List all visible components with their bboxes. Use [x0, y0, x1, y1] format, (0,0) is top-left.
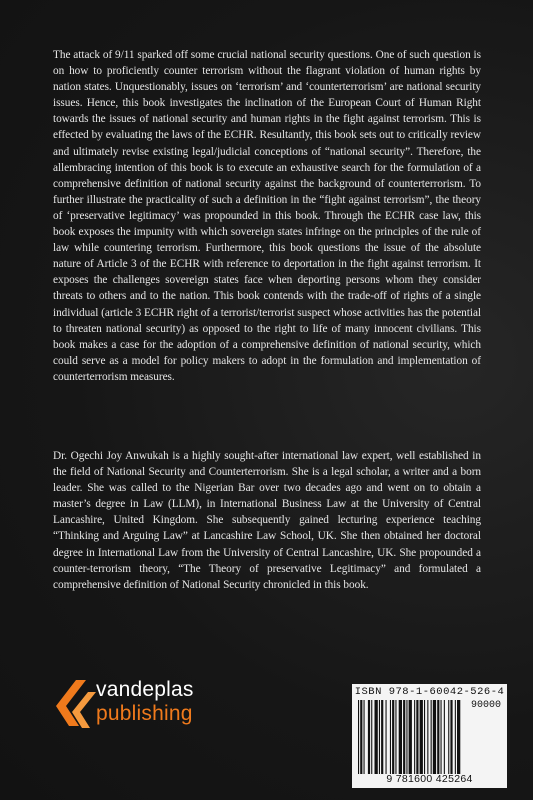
ean-digits: 9 781600 425264: [386, 773, 473, 785]
isbn-barcode: [352, 684, 507, 788]
author-bio: Dr. Ogechi Joy Anwukah is a highly sought-after international law expert, well established in the field of National Security and Counterterrorism. She is a legal scholar, a writer and a born leader. She was called to the Nigerian Bar over two decades ago and went on to obtain a master’s degree in Law (LLM), in International Business Law at the University of Central Lancashire, United Kingdom. She subsequently gained lecturing experience teaching “Thinking and Arguing Law” at Lancashire Law School, UK. She then obtained her doctoral degree in International Law from the University of Central Lancashire, UK. She propounded a counter-terrorism theory, “The Theory of preservative Legitimacy” and formulated a comprehensive definition of National Security chronicled in this book.: [53, 450, 481, 591]
isbn-label: ISBN 978-1-60042-526-4: [354, 686, 505, 698]
publisher-subname: publishing: [96, 702, 193, 725]
book-description: The attack of 9/11 sparked off some crucial national security questions. One of such question is on how to proficiently counter terrorism without the flagrant violation of human rights by nation states. Unquestionably, issues on ‘terrorism’ and ‘counterterrorism’ are national security issues. Hence, this book investigates the inclination of the European Court of Human Right towards the issues of national security and human rights in the fight against terrorism. This is effected by evaluating the laws of the ECHR. Resultantly, this book sets out to critically review and ultimately revise existing legal/judicial conceptions of “national security”. Therefore, the allembracing intention of this book is to execute an exhaustive search for the formulation of a comprehensive definition of national security against the background of counterterrorism. To further illustrate the practicality of such a definition in the “fight against terrorism”, the theory of ‘preservative legitimacy’ was propounded in this book. Through the ECHR case law, this book exposes the impunity with which sovereign states infringe on the principles of the rule of law while countering terrorism. Furthermore, this book questions the issue of the absolute nature of Article 3 of the ECHR with reference to deportation in the fight against terrorism. It exposes the challenges sovereign states face when deporting persons whom they consider threats to others and to the nation. This book contends with the trade-off of rights of a single individual (article 3 ECHR right of a terrorist/terrorist suspect whose activities has the potential to threaten national security) as opposed to the right to life of many innocent civilians. This book makes a case for the adoption of a comprehensive definition of national security, which could serve as a model for policy makers to adopt in the formulation and implementation of counterterrorism measures.: [53, 49, 481, 383]
publisher-name: vandeplas: [96, 678, 194, 701]
price-code: 90000: [470, 700, 501, 711]
barcode-bars-icon: [356, 700, 503, 774]
vandeplas-chevron-logo-icon: [52, 678, 96, 734]
publisher-logo: [52, 676, 252, 736]
